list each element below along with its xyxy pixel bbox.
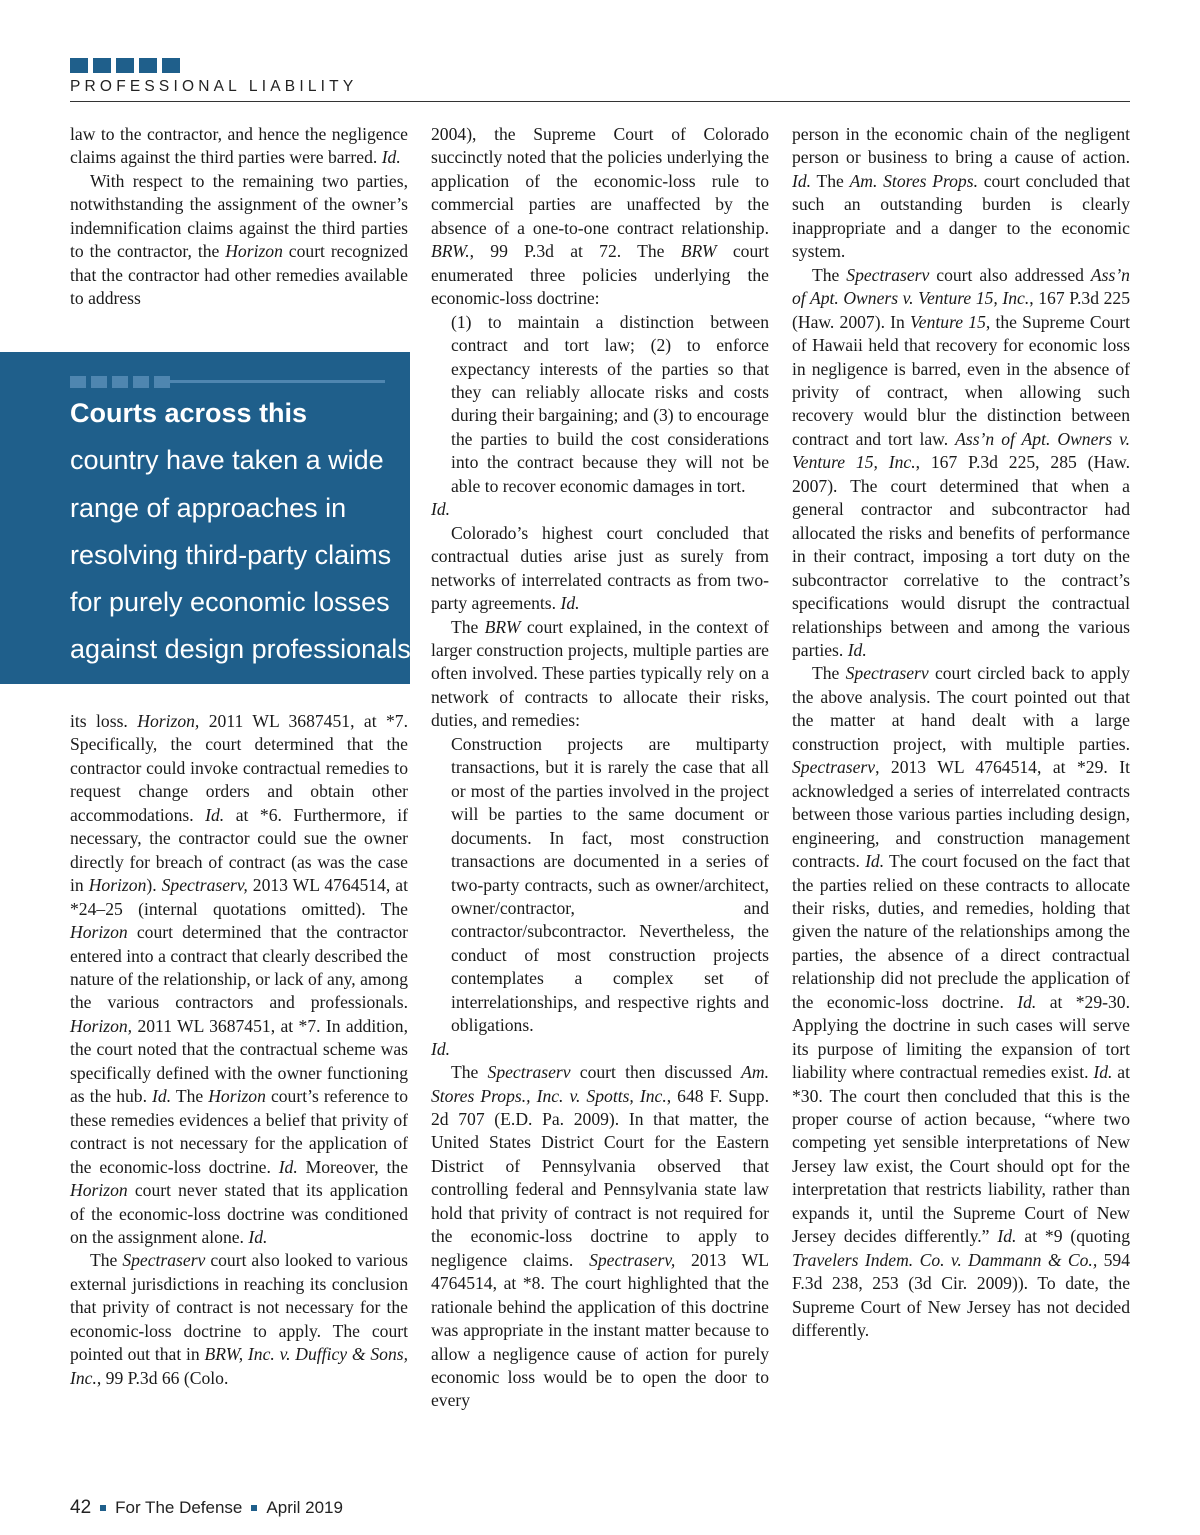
- italic-text: Id.: [431, 499, 451, 520]
- italic-text: BRW: [484, 616, 521, 637]
- footer-separator: [100, 1505, 106, 1511]
- text-run: , 99 P.3d at 72. The: [469, 241, 681, 262]
- text-run: , 2013 WL 4764514, at *29. It acknowledged a series of interrelated contracts between those various parties including design, engineering, and construction management contracts.: [792, 757, 1130, 872]
- italic-text: Horizon: [70, 922, 128, 943]
- pull-quote-line: for purely economic losses: [70, 587, 390, 618]
- text-run: Colorado’s highest court concluded that contractual duties arise just as surely from networks of interrelated contracts as from two-party agreements.: [431, 522, 769, 614]
- text-run: court concluded that such an outstanding burden is clearly inappropriate and a danger to the economic system.: [792, 170, 1130, 262]
- italic-text: Id.: [1017, 991, 1037, 1012]
- pull-quote-text: [70, 390, 419, 674]
- italic-text: Horizon: [208, 1086, 266, 1107]
- text-run: The: [451, 1062, 488, 1083]
- paragraph: [70, 1249, 408, 1390]
- page-number: 42: [70, 1497, 92, 1518]
- column-3: [792, 123, 1130, 1343]
- paragraph: [792, 123, 1130, 264]
- publication-name: For The Defense: [115, 1498, 243, 1517]
- text-run: 2011 WL 3687451, at *7. In addition, the court noted that the contractual scheme was specifically defined with the owner functioning as the hub.: [70, 1015, 408, 1107]
- text-run: court determined that the contractor entered into a contract that clearly described the nature of the relationship, or lack of any, among the various contractors and professionals.: [70, 922, 408, 1013]
- text-run: 2013 WL 4764514, at *8. The court highlighted that the rationale behind the application of this doctrine was appropriate in the instant matter because to allow a negligence cause of action for purely economic loss would be to open the door to every: [431, 1249, 769, 1411]
- text-run: , 648 F. Supp. 2d 707 (E.D. Pa. 2009). In that matter, the United States District Court for the Eastern District of Pennsylvania observed that controlling federal and Pennsylvania state law hold that privity of contract is not required for the economic-loss doctrine to apply to negligence claims.: [431, 1085, 769, 1270]
- footer-separator: [251, 1505, 257, 1511]
- paragraph: [70, 710, 408, 1249]
- paragraph: [792, 662, 1130, 1342]
- text-run: The: [812, 663, 846, 684]
- paragraph: [792, 264, 1130, 663]
- italic-text: Spectraserv,: [589, 1249, 676, 1270]
- text-run: court circled back to apply the above analysis. The court pointed out that the matter at hand dealt with a large construction project, with multiple parties.: [792, 663, 1130, 754]
- italic-text: BRW, Inc. v. Dufficy & Sons, Inc.: [70, 1344, 408, 1388]
- text-run: person in the economic chain of the negligent person or business to bring a cause of action.: [792, 124, 1130, 168]
- italic-text: Spectraserv: [846, 264, 930, 285]
- text-run: Moreover, the: [297, 1156, 409, 1177]
- text-run: 594 F.3d 238, 253 (3d Cir. 2009)). To date, the Supreme Court of New Jersey has not decided differently.: [792, 1249, 1130, 1341]
- text-run: at *29-30. Applying the doctrine in such cases will serve its purpose of limiting the expansion of tort liability where contractual remedies exist.: [792, 991, 1130, 1083]
- italic-text: Id.: [248, 1226, 268, 1247]
- italic-text: Ass’n of Apt. Owners v. Venture 15, Inc.: [792, 428, 1130, 473]
- paragraph: [70, 170, 408, 311]
- italic-text: Id.: [997, 1226, 1017, 1247]
- italic-text: Id.: [1093, 1062, 1113, 1083]
- text-run: ).: [146, 875, 162, 896]
- text-run: court recognized that the contractor had other remedies available to address: [70, 241, 408, 309]
- issue-date: April 2019: [266, 1498, 343, 1517]
- italic-text: BRW: [680, 241, 717, 262]
- text-run: (1) to maintain a distinction between contract and tort law; (2) to enforce expectancy interests of the parties so that they can reliably allocate risks and costs during their bargaining; and (3) to encourage the parties to build the cost considerations into the contract because they will not be able to recover economic damages in tort.: [451, 311, 769, 496]
- italic-text: Id.: [865, 851, 885, 872]
- text-run: The: [812, 264, 847, 285]
- italic-text: Spectraserv: [487, 1062, 571, 1083]
- text-run: court enumerated three policies underlying the economic-loss doctrine:: [431, 241, 769, 309]
- italic-text: Spectraserv,: [161, 875, 248, 896]
- italic-text: Ass’n of Apt. Owners v. Venture 15, Inc.: [792, 264, 1130, 309]
- italic-text: Id.: [381, 147, 401, 168]
- italic-text: Horizon,: [137, 711, 200, 731]
- italic-text: Am. Stores Props.: [849, 170, 978, 191]
- paragraph: [431, 616, 769, 733]
- italic-text: Venture 15: [910, 311, 986, 332]
- text-run: 2004), the Supreme Court of Colorado succinctly noted that the policies underlying the application of the economic-loss rule to commercial parties are unaffected by the absence of a one-to-one contract relationship.: [431, 124, 769, 238]
- header-squares-ornament: [70, 58, 180, 74]
- pull-quote-line: country have taken a wide: [70, 445, 384, 476]
- italic-text: BRW.: [431, 241, 470, 262]
- italic-text: Id.: [560, 593, 580, 614]
- block-quote: [451, 311, 769, 499]
- text-run: at *6. Furthermore, if necessary, the contractor could sue the owner directly for breach of contract (as was the case in: [70, 804, 408, 896]
- text-run: , 167 P.3d 225, 285 (Haw. 2007). The court determined that when a general contractor and subcontractor had allocated the risks and benefits of performance in their contract, imposing a tort duty on the subcontractor correlative to the contract’s specifications would disrupt the contractual relationships between and among the various parties.: [792, 452, 1130, 660]
- italic-text: Id.: [847, 639, 867, 660]
- text-run: , the Supreme Court of Hawaii held that recovery for economic loss in negligence is barred, even in the absence of privity of contract, when allowing such recovery would blur the distinction between contract and tort law.: [792, 311, 1130, 449]
- text-run: court also addressed: [929, 264, 1091, 285]
- italic-text: Horizon: [70, 1180, 128, 1201]
- italic-text: Travelers Indem. Co. v. Dammann & Co.,: [792, 1249, 1098, 1270]
- pull-quote-squares-ornament: [70, 376, 170, 388]
- paragraph: [431, 522, 769, 616]
- text-run: at *30. The court then concluded that this is the proper course of action because, “where two competing yet sensible interpretations of New Jersey law exist, the Court should opt for the interpretation that restricts liability, rather than expands it, until the Supreme Court of New Jersey decides differently.”: [792, 1062, 1130, 1247]
- text-run: law to the contractor, and hence the negligence claims against the third parties were barred.: [70, 124, 408, 168]
- pull-quote-line: resolving third-party claims: [70, 539, 392, 570]
- text-run: its loss.: [70, 711, 138, 731]
- italic-text: Id.: [278, 1156, 298, 1177]
- column-1-top: [70, 123, 408, 311]
- italic-text: Id.: [152, 1086, 172, 1107]
- text-run: With respect to the remaining two parties, notwithstanding the assignment of the owner’s indemnification claims against the third parties to the contractor, the: [70, 170, 408, 262]
- italic-text: Horizon,: [70, 1015, 133, 1036]
- text-run: court then discussed: [570, 1062, 742, 1083]
- pull-quote: [0, 352, 419, 684]
- text-run: court also looked to various external jurisdictions in reaching its conclusion that privity of contract is not necessary for the economic-loss doctrine to apply. The court pointed out that in: [70, 1250, 408, 1365]
- italic-text: Am. Stores Props., Inc. v. Spotts, Inc.: [431, 1062, 769, 1106]
- text-run: 2011 WL 3687451, at *7. Specifically, the court determined that the contractor could invoke contractual remedies to request change orders and obtain other accommodations.: [70, 711, 409, 825]
- paragraph: [431, 1061, 769, 1413]
- text-run: , 167 P.3d 225 (Haw. 2007). In: [792, 288, 1130, 332]
- italic-text: Id.: [792, 170, 812, 191]
- text-run: , 99 P.3d 66 (Colo.: [96, 1367, 229, 1388]
- page-footer: [70, 1497, 343, 1519]
- text-run: Construction projects are multiparty transactions, but it is rarely the case that all or most of the parties involved in the project will be parties to the same document or documents. In fact, most construction transactions are documented in a series of two-party contracts, such as owner/architect, owner/contractor, and contractor/subcontractor. Nevertheless, the conduct of most construction projects contemplates a complex set of interrelationships, and respective rights and obligations.: [451, 733, 769, 1036]
- header-rule: [70, 101, 1130, 102]
- text-run: at *9 (quoting: [1016, 1226, 1130, 1247]
- text-run: The court focused on the fact that the parties relied on these contracts to allocate their risks, duties, and remedies, holding that given the nature of the relationships among the parties, the absence of a direct contractual relationship did not preclude the application of the economic-loss doctrine.: [792, 851, 1130, 1012]
- paragraph: [431, 123, 769, 311]
- section-title: PROFESSIONAL LIABILITY: [70, 78, 358, 95]
- pull-quote-line: range of approaches in: [70, 492, 347, 523]
- text-run: court’s reference to these remedies evidences a belief that privity of contract is not necessary for the application of the economic-loss doctrine.: [70, 1086, 408, 1177]
- text-run: court explained, in the context of larger construction projects, multiple parties are often involved. These parties typically rely on a network of contracts to allocate their risks, duties, and remedies:: [431, 616, 769, 731]
- pull-quote-line: against design professionals.: [70, 634, 419, 665]
- paragraph: [70, 123, 408, 170]
- citation: [431, 498, 769, 521]
- italic-text: Horizon: [88, 875, 147, 896]
- text-run: The: [171, 1086, 209, 1107]
- text-run: court never stated that its application of the economic-loss doctrine was conditioned on the assignment alone.: [70, 1180, 408, 1247]
- text-run: The: [90, 1250, 123, 1271]
- column-2: [431, 123, 769, 1413]
- pull-quote-line: Courts across this: [70, 398, 308, 428]
- pull-quote-rule: [170, 380, 385, 383]
- italic-text: Id.: [205, 804, 225, 825]
- text-run: The: [451, 616, 485, 637]
- italic-text: Horizon: [225, 241, 283, 262]
- column-1-bottom: [70, 710, 408, 1390]
- italic-text: Spectraserv: [792, 757, 876, 778]
- citation: [431, 1038, 769, 1061]
- text-run: The: [811, 170, 850, 191]
- italic-text: Id.: [431, 1038, 451, 1059]
- text-run: 2013 WL 4764514, at *24–25 (internal quotations omitted). The: [70, 875, 408, 919]
- italic-text: Spectraserv: [845, 663, 929, 684]
- block-quote: [451, 733, 769, 1038]
- italic-text: Spectraserv: [122, 1250, 206, 1271]
